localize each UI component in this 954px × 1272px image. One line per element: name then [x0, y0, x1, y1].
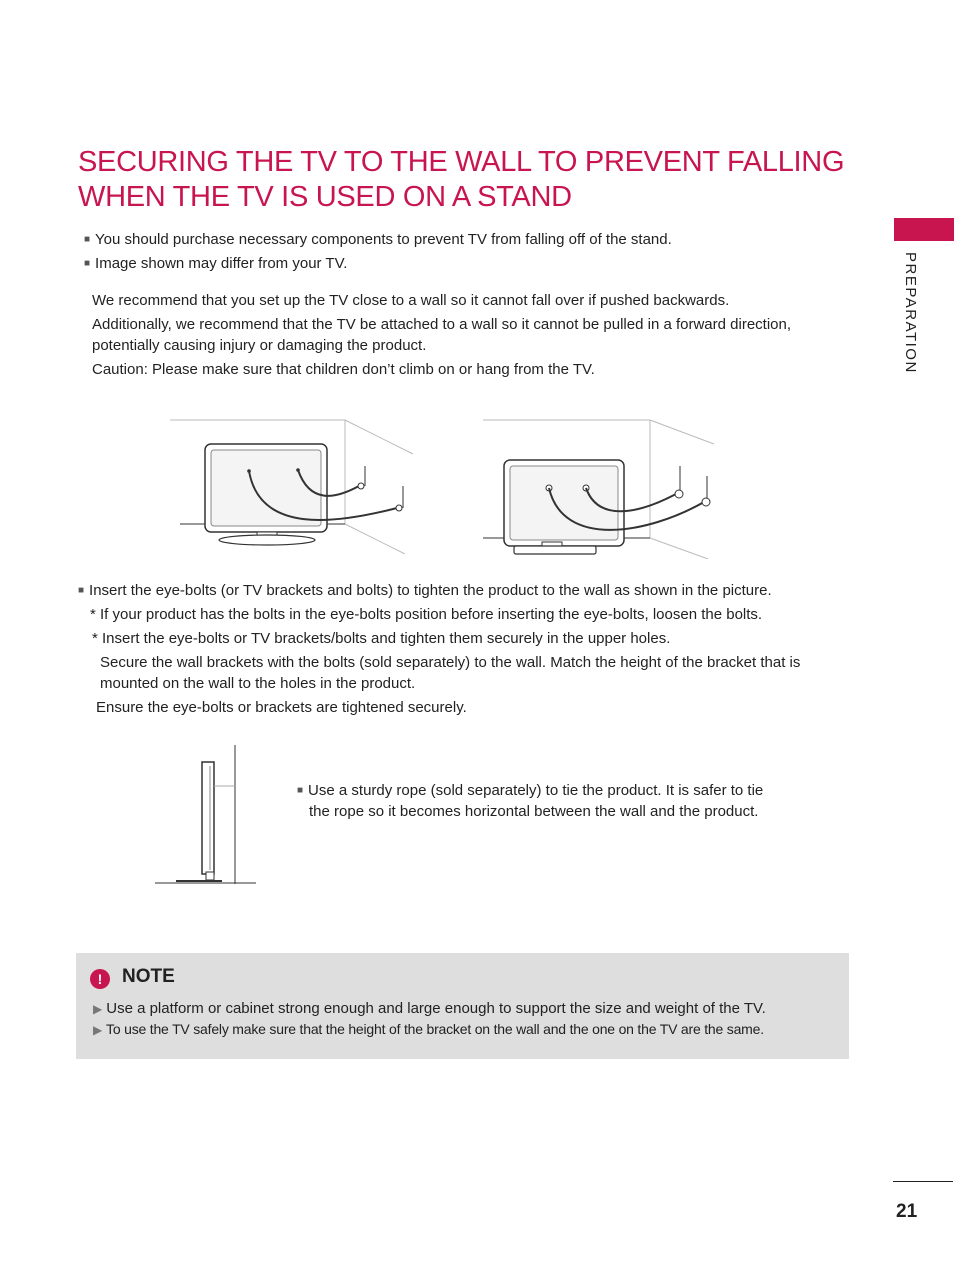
instruction-ensure-tight: Ensure the eye-bolts or brackets are tightened securely. — [96, 699, 467, 716]
paragraph-injury: potentially causing injury or damaging the product. — [92, 337, 427, 354]
note-item-platform: ▶ Use a platform or cabinet strong enough and large enough to support the size and weight of the TV. — [93, 1000, 766, 1017]
page-number-rule — [893, 1181, 953, 1182]
bullet-purchase-components: ■ You should purchase necessary components to prevent TV from falling off of the stand. — [84, 231, 672, 248]
square-bullet-icon: ■ — [84, 258, 91, 269]
rope-instruction-line2: the rope so it becomes horizontal between the wall and the product. — [309, 803, 759, 820]
tv-rope-side-illustration — [150, 742, 262, 888]
triangle-bullet-icon: ▶ — [93, 1023, 103, 1037]
instruction-insert-eyebolts: ■ Insert the eye-bolts (or TV brackets and bolts) to tighten the product to the wall as shown in the picture. — [78, 582, 772, 599]
rope-instruction-line1: ■ Use a sturdy rope (sold separately) to tie the product. It is safer to tie — [297, 782, 764, 799]
square-bullet-icon: ■ — [78, 585, 85, 596]
tv-eyebolt-illustration — [165, 414, 420, 554]
paragraph-additionally: Additionally, we recommend that the TV be attached to a wall so it cannot be pulled in a forward direction, — [92, 316, 792, 333]
triangle-bullet-icon: ▶ — [93, 1002, 103, 1016]
paragraph-recommend: We recommend that you set up the TV close to a wall so it cannot fall over if pushed backwards. — [92, 292, 730, 309]
exclamation-icon: ! — [90, 969, 110, 989]
paragraph-caution: Caution: Please make sure that children don’t climb on or hang from the TV. — [92, 361, 595, 378]
instruction-secure-brackets: Secure the wall brackets with the bolts (sold separately) to the wall. Match the height of the bracket that is — [100, 654, 801, 671]
bullet-image-differ: ■ Image shown may differ from your TV. — [84, 255, 348, 272]
page-title: SECURING THE TV TO THE WALL TO PREVENT FALLING WHEN THE TV IS USED ON A STAND — [78, 146, 845, 213]
page-number: 21 — [896, 1201, 918, 1222]
section-label: PREPARATION — [902, 252, 919, 374]
tv-bracket-illustration — [478, 414, 736, 559]
instruction-upper-holes: * Insert the eye-bolts or TV brackets/bolts and tighten them securely in the upper holes. — [92, 630, 671, 647]
note-item-bracket-height: ▶ To use the TV safely make sure that the height of the bracket on the wall and the one on the TV are the same. — [93, 1021, 764, 1037]
instruction-loosen-bolts: * If your product has the bolts in the eye-bolts position before inserting the eye-bolts, loosen the bolts. — [90, 606, 763, 623]
note-title: NOTE — [122, 966, 175, 987]
instruction-match-height: mounted on the wall to the holes in the product. — [100, 675, 416, 692]
section-tab-marker — [894, 218, 954, 241]
square-bullet-icon: ■ — [297, 785, 304, 796]
square-bullet-icon: ■ — [84, 234, 91, 245]
